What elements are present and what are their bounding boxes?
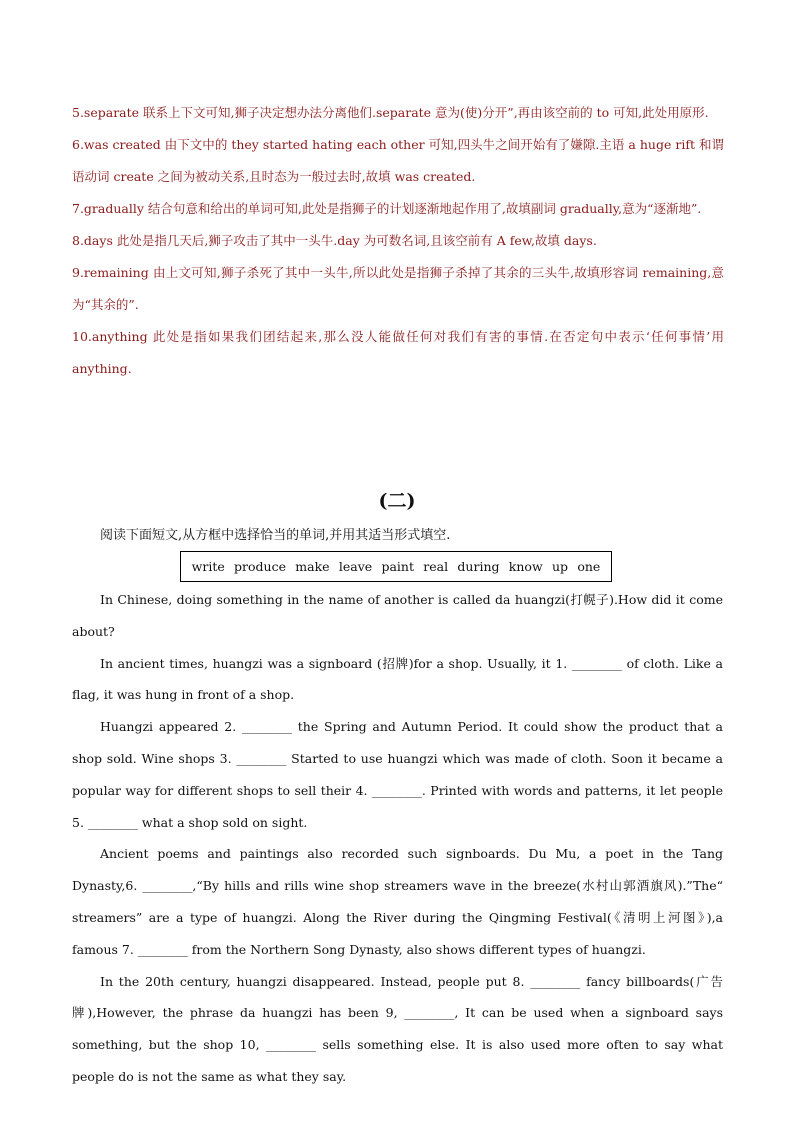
passage-paragraph: In ancient times, huangzi was a signboard (招牌)for a shop. Usually, it 1. ________ of cloth. Like a flag, it was hung in front of a shop. — [72, 655, 723, 703]
passage-paragraph: Huangzi appeared 2. ________ the Spring and Autumn Period. It could show the product that a shop sold. Wine shops 3. ________ Started to use huangzi which was made of cloth. Soon it became a popular way for different shops to sell their 4. ________. Printed with words and patterns, it let people 5. ________ what a shop sold on sight. — [72, 719, 723, 830]
answer-8: 8.days 此处是指几天后,狮子攻击了其中一头牛.day 为可数名词,且该空前有 A few,故填 days. — [72, 233, 597, 248]
answer-6: 6.was created 由下文中的 they started hating each other 可知,四头牛之间开始有了嫌隙.主语 a huge rift 和谓语动词 create 之间为被动关系,且时态为一般过去时,故填 was created. — [72, 137, 724, 184]
word-box-item: write — [191, 559, 225, 574]
section-title: (二) — [378, 490, 416, 512]
word-box-item: know — [508, 559, 543, 574]
passage-paragraph: In Chinese, doing something in the name of another is called da huangzi(打幌子).How did it come about? — [72, 592, 723, 639]
reading-passage — [72, 584, 723, 1093]
word-box-item: produce — [234, 559, 286, 574]
word-box-item: paint — [381, 559, 414, 574]
answer-10: 10.anything 此处是指如果我们团结起来,那么没人能做任何对我们有害的事情.在否定句中表示‘任何事情’用 anything. — [72, 329, 724, 376]
word-box — [180, 551, 612, 582]
answer-explanations — [72, 97, 724, 385]
answer-5: 5.separate 联系上下文可知,狮子决定想办法分离他们.separate 意为(使)分开”,再由该空前的 to 可知,此处用原形. — [72, 105, 709, 120]
word-box-item: one — [577, 559, 601, 574]
word-box-item: leave — [338, 559, 373, 574]
word-box-item: during — [457, 559, 500, 574]
passage-paragraph: In the 20th century, huangzi disappeared. Instead, people put 8. ________ fancy billboards(广告牌),However, the phrase da huangzi has been 9, ________, It can be used when a signboard says something, but the shop 10, ________ sells something else. It is also used more often to say what people do is not the same as what they say. — [72, 973, 723, 1084]
answer-9: 9.remaining 由上文可知,狮子杀死了其中一头牛,所以此处是指狮子杀掉了其余的三头牛,故填形容词 remaining,意为“其余的”. — [72, 265, 724, 312]
passage-paragraph: Ancient poems and paintings also recorded such signboards. Du Mu, a poet in the Tang Dynasty,6. ________,“By hills and rills wine shop streamers wave in the breeze(水村山郭酒旗风).”The“ streamers” are a type of huangzi. Along the River during the Qingming Festival(《清明上河图》),a famous 7. ________ from the Northern Song Dynasty, also shows different types of huangzi. — [72, 846, 723, 957]
word-box-item: up — [551, 559, 569, 574]
exercise-instruction: 阅读下面短文,从方框中选择恰当的单词,并用其适当形式填空. — [100, 528, 451, 543]
answer-7: 7.gradually 结合句意和给出的单词可知,此处是指狮子的计划逐渐地起作用了,故填副词 gradually,意为“逐渐地”. — [72, 201, 702, 216]
word-box-item: make — [295, 559, 330, 574]
word-box-item: real — [423, 559, 449, 574]
